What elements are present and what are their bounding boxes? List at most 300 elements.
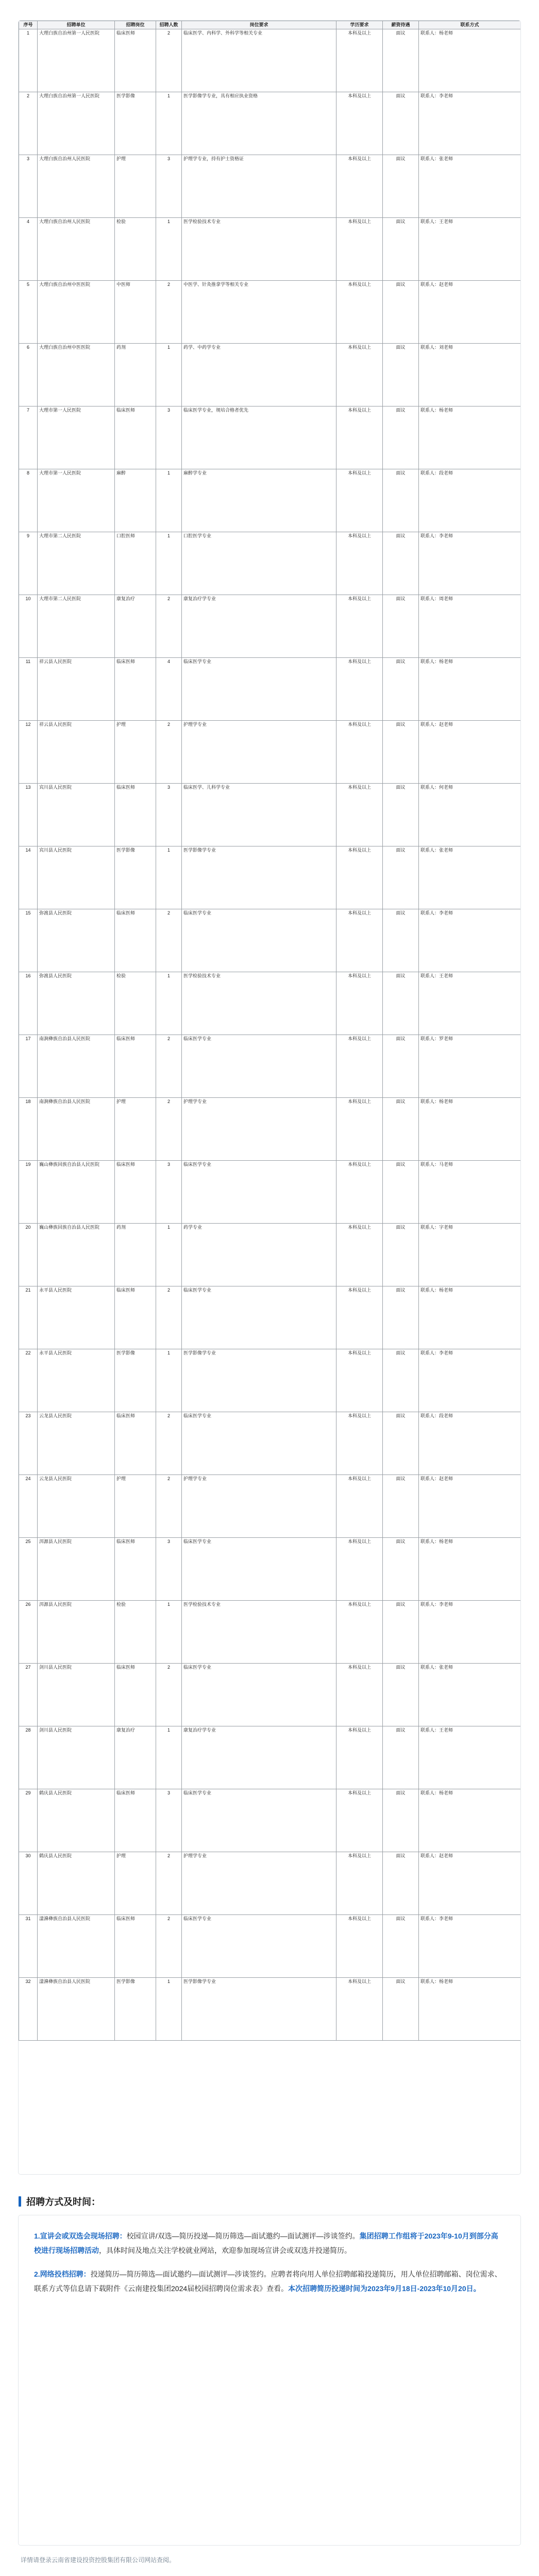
- table-cell-contact: 联系人：杨老师: [419, 658, 521, 721]
- table-cell-edu: 本科及以上: [336, 1349, 383, 1412]
- table-cell-unit: 南涧彝族自治县人民医院: [38, 1098, 115, 1161]
- table-cell-no: 6: [19, 344, 38, 406]
- table-cell-unit: 宾川县人民医院: [38, 846, 115, 909]
- table-cell-count: 2: [156, 1852, 182, 1915]
- table-cell-contact: 联系人：杨老师: [419, 1538, 521, 1601]
- table-cell-no: 12: [19, 721, 38, 784]
- table-cell-pay: 面议: [383, 344, 419, 406]
- table-cell-post: 护理: [115, 1475, 156, 1538]
- table-cell-contact: 联系人：杨老师: [419, 406, 521, 469]
- table-cell-count: 3: [156, 155, 182, 218]
- table-cell-no: 7: [19, 406, 38, 469]
- table-cell-req: 临床医学专业: [182, 658, 336, 721]
- table-row: [19, 218, 521, 281]
- table-cell-unit: 祥云县人民医院: [38, 721, 115, 784]
- table-cell-req: 医学检验技术专业: [182, 218, 336, 281]
- table-cell-count: 1: [156, 532, 182, 595]
- table-cell-unit: 鹤庆县人民医院: [38, 1789, 115, 1852]
- table-cell-count: 2: [156, 1664, 182, 1726]
- table-row: [19, 344, 521, 406]
- table-cell-unit: 大理白族自治州第一人民医院: [38, 29, 115, 92]
- table-cell-pay: 面议: [383, 1538, 419, 1601]
- table-row: [19, 155, 521, 218]
- table-cell-count: 2: [156, 1035, 182, 1098]
- table-cell-edu: 本科及以上: [336, 1915, 383, 1978]
- table-row: [19, 469, 521, 532]
- recruit-col-header: 薪资待遇: [383, 21, 419, 29]
- details-note: 详情请登录云南省建设投资控股集团有限公司网站查阅。: [21, 2556, 176, 2564]
- recruit-col-header: 联系方式: [419, 21, 521, 29]
- table-cell-req: 临床医学专业: [182, 1286, 336, 1349]
- table-cell-post: 临床医师: [115, 1664, 156, 1726]
- method-item-2: [34, 2267, 505, 2296]
- table-cell-count: 1: [156, 846, 182, 909]
- table-cell-unit: 弥渡县人民医院: [38, 909, 115, 972]
- table-cell-edu: 本科及以上: [336, 1664, 383, 1726]
- table-cell-unit: 弥渡县人民医院: [38, 972, 115, 1035]
- table-row: [19, 29, 521, 92]
- recruit-col-header: 学历要求: [336, 21, 383, 29]
- methods-title: 招聘方式及时间：: [26, 2197, 100, 2207]
- table-cell-unit: 鹤庆县人民医院: [38, 1852, 115, 1915]
- table-cell-edu: 本科及以上: [336, 1161, 383, 1224]
- recruit-col-header: 岗位要求: [182, 21, 336, 29]
- table-cell-pay: 面议: [383, 218, 419, 281]
- table-cell-no: 4: [19, 218, 38, 281]
- table-cell-req: 临床医学专业: [182, 1789, 336, 1852]
- table-cell-req: 医学影像学专业: [182, 1349, 336, 1412]
- table-cell-contact: 联系人：张老师: [419, 1664, 521, 1726]
- table-row: [19, 1098, 521, 1161]
- table-cell-no: 11: [19, 658, 38, 721]
- table-cell-unit: 永平县人民医院: [38, 1349, 115, 1412]
- table-cell-post: 临床医师: [115, 909, 156, 972]
- table-cell-edu: 本科及以上: [336, 1035, 383, 1098]
- table-cell-pay: 面议: [383, 1978, 419, 2041]
- table-cell-count: 2: [156, 595, 182, 658]
- table-cell-contact: 联系人：李老师: [419, 1601, 521, 1664]
- table-cell-unit: 永平县人民医院: [38, 1286, 115, 1349]
- table-cell-pay: 面议: [383, 29, 419, 92]
- table-cell-no: 32: [19, 1978, 38, 2041]
- table-row: [19, 1852, 521, 1915]
- table-cell-count: 2: [156, 721, 182, 784]
- table-cell-unit: 巍山彝族回族自治县人民医院: [38, 1161, 115, 1224]
- table-cell-edu: 本科及以上: [336, 1412, 383, 1475]
- table-cell-unit: 云龙县人民医院: [38, 1475, 115, 1538]
- table-cell-unit: 漾濞彝族自治县人民医院: [38, 1915, 115, 1978]
- recruit-col-header: 招聘单位: [38, 21, 115, 29]
- table-cell-contact: 联系人：杨老师: [419, 1978, 521, 2041]
- table-cell-contact: 联系人：李老师: [419, 92, 521, 155]
- table-cell-contact: 联系人：王老师: [419, 972, 521, 1035]
- table-cell-no: 8: [19, 469, 38, 532]
- table-cell-no: 16: [19, 972, 38, 1035]
- table-cell-contact: 联系人：李老师: [419, 1349, 521, 1412]
- recruit-table-body: [19, 29, 521, 2041]
- table-cell-contact: 联系人：张老师: [419, 846, 521, 909]
- table-cell-edu: 本科及以上: [336, 155, 383, 218]
- table-cell-req: 临床医学、儿科学专业: [182, 784, 336, 846]
- table-cell-post: 医学影像: [115, 1349, 156, 1412]
- table-row: [19, 595, 521, 658]
- table-cell-edu: 本科及以上: [336, 846, 383, 909]
- table-cell-req: 康复治疗学专业: [182, 595, 336, 658]
- table-cell-pay: 面议: [383, 1601, 419, 1664]
- table-row: [19, 1286, 521, 1349]
- table-cell-req: 麻醉学专业: [182, 469, 336, 532]
- table-cell-edu: 本科及以上: [336, 658, 383, 721]
- table-row: [19, 1789, 521, 1852]
- table-cell-pay: 面议: [383, 1224, 419, 1286]
- table-row: [19, 1035, 521, 1098]
- table-cell-post: 临床医师: [115, 29, 156, 92]
- table-cell-post: 中医师: [115, 281, 156, 344]
- table-cell-req: 护理学专业: [182, 1098, 336, 1161]
- table-cell-count: 1: [156, 1726, 182, 1789]
- table-cell-no: 5: [19, 281, 38, 344]
- table-cell-pay: 面议: [383, 1286, 419, 1349]
- method-2-lead: 2.网络投档招聘：: [34, 2270, 91, 2278]
- table-cell-req: 护理学专业: [182, 721, 336, 784]
- table-row: [19, 1538, 521, 1601]
- table-cell-post: 医学影像: [115, 92, 156, 155]
- table-cell-pay: 面议: [383, 1035, 419, 1098]
- table-cell-edu: 本科及以上: [336, 972, 383, 1035]
- table-cell-post: 康复治疗: [115, 1726, 156, 1789]
- table-cell-unit: 大理市第一人民医院: [38, 406, 115, 469]
- table-cell-contact: 联系人：张老师: [419, 155, 521, 218]
- table-cell-edu: 本科及以上: [336, 1475, 383, 1538]
- table-cell-count: 1: [156, 1224, 182, 1286]
- table-cell-post: 检验: [115, 1601, 156, 1664]
- table-cell-count: 1: [156, 972, 182, 1035]
- table-cell-edu: 本科及以上: [336, 281, 383, 344]
- table-cell-no: 26: [19, 1601, 38, 1664]
- table-cell-req: 药学专业: [182, 1224, 336, 1286]
- table-cell-req: 临床医学专业: [182, 1035, 336, 1098]
- table-cell-count: 4: [156, 658, 182, 721]
- table-cell-contact: 联系人：杨老师: [419, 1789, 521, 1852]
- table-cell-count: 2: [156, 1412, 182, 1475]
- table-cell-req: 临床医学专业: [182, 1412, 336, 1475]
- table-cell-req: 临床医学专业: [182, 1664, 336, 1726]
- table-cell-req: 医学检验技术专业: [182, 1601, 336, 1664]
- table-cell-contact: 联系人：字老师: [419, 1224, 521, 1286]
- recruit-table-header-row: [19, 21, 521, 29]
- table-cell-edu: 本科及以上: [336, 1852, 383, 1915]
- table-row: [19, 1224, 521, 1286]
- table-cell-no: 31: [19, 1915, 38, 1978]
- table-row: [19, 1412, 521, 1475]
- table-cell-pay: 面议: [383, 92, 419, 155]
- table-cell-req: 临床医学专业: [182, 909, 336, 972]
- table-cell-no: 3: [19, 155, 38, 218]
- table-cell-count: 1: [156, 218, 182, 281]
- table-row: [19, 1349, 521, 1412]
- table-cell-pay: 面议: [383, 1726, 419, 1789]
- recruit-table-card: [19, 21, 520, 2174]
- table-cell-contact: 联系人：段老师: [419, 1412, 521, 1475]
- table-cell-edu: 本科及以上: [336, 721, 383, 784]
- table-row: [19, 281, 521, 344]
- table-cell-unit: 大理市第二人民医院: [38, 595, 115, 658]
- table-cell-req: 康复治疗学专业: [182, 1726, 336, 1789]
- table-cell-unit: 宾川县人民医院: [38, 784, 115, 846]
- table-cell-unit: 南涧彝族自治县人民医院: [38, 1035, 115, 1098]
- table-cell-count: 2: [156, 1915, 182, 1978]
- table-cell-post: 医学影像: [115, 846, 156, 909]
- table-cell-no: 2: [19, 92, 38, 155]
- table-cell-edu: 本科及以上: [336, 1789, 383, 1852]
- recruit-col-header: 招聘人数: [156, 21, 182, 29]
- table-cell-count: 1: [156, 1349, 182, 1412]
- table-row: [19, 1726, 521, 1789]
- recruit-table: [19, 21, 520, 2041]
- table-cell-edu: 本科及以上: [336, 1098, 383, 1161]
- table-cell-no: 17: [19, 1035, 38, 1098]
- table-cell-count: 3: [156, 1161, 182, 1224]
- table-cell-no: 22: [19, 1349, 38, 1412]
- table-cell-edu: 本科及以上: [336, 218, 383, 281]
- table-cell-no: 9: [19, 532, 38, 595]
- table-row: [19, 846, 521, 909]
- table-cell-no: 15: [19, 909, 38, 972]
- table-cell-no: 23: [19, 1412, 38, 1475]
- table-cell-edu: 本科及以上: [336, 1224, 383, 1286]
- table-cell-count: 2: [156, 1098, 182, 1161]
- table-cell-pay: 面议: [383, 1852, 419, 1915]
- table-cell-req: 药学、中药学专业: [182, 344, 336, 406]
- table-row: [19, 658, 521, 721]
- table-cell-contact: 联系人：杨老师: [419, 1098, 521, 1161]
- table-cell-post: 口腔医师: [115, 532, 156, 595]
- table-cell-unit: 巍山彝族回族自治县人民医院: [38, 1224, 115, 1286]
- table-cell-count: 2: [156, 1475, 182, 1538]
- table-cell-req: 护理学专业: [182, 1475, 336, 1538]
- table-cell-unit: 大理市第一人民医院: [38, 469, 115, 532]
- table-cell-unit: 漾濞彝族自治县人民医院: [38, 1978, 115, 2041]
- table-cell-no: 13: [19, 784, 38, 846]
- method-2-highlight: 本次招聘简历投递时间为2023年9月18日-2023年10月20日。: [288, 2284, 481, 2293]
- table-row: [19, 721, 521, 784]
- table-cell-no: 27: [19, 1664, 38, 1726]
- recruit-col-header: 序号: [19, 21, 38, 29]
- table-cell-contact: 联系人：李老师: [419, 909, 521, 972]
- table-cell-no: 21: [19, 1286, 38, 1349]
- table-row: [19, 532, 521, 595]
- table-cell-no: 28: [19, 1726, 38, 1789]
- table-cell-post: 临床医师: [115, 1161, 156, 1224]
- table-cell-no: 30: [19, 1852, 38, 1915]
- table-cell-contact: 联系人：赵老师: [419, 721, 521, 784]
- table-cell-pay: 面议: [383, 784, 419, 846]
- table-cell-post: 麻醉: [115, 469, 156, 532]
- table-cell-no: 29: [19, 1789, 38, 1852]
- table-cell-post: 药剂: [115, 1224, 156, 1286]
- table-cell-no: 10: [19, 595, 38, 658]
- table-cell-post: 临床医师: [115, 1286, 156, 1349]
- table-cell-pay: 面议: [383, 406, 419, 469]
- table-cell-post: 护理: [115, 1852, 156, 1915]
- table-cell-unit: 洱源县人民医院: [38, 1538, 115, 1601]
- table-cell-count: 2: [156, 1286, 182, 1349]
- table-cell-post: 临床医师: [115, 1412, 156, 1475]
- table-cell-edu: 本科及以上: [336, 469, 383, 532]
- table-cell-unit: 大理白族自治州中医医院: [38, 344, 115, 406]
- table-row: [19, 909, 521, 972]
- table-cell-no: 25: [19, 1538, 38, 1601]
- table-cell-contact: 联系人：段老师: [419, 469, 521, 532]
- table-cell-unit: 剑川县人民医院: [38, 1664, 115, 1726]
- table-cell-edu: 本科及以上: [336, 784, 383, 846]
- table-cell-pay: 面议: [383, 1475, 419, 1538]
- table-cell-unit: 大理市第二人民医院: [38, 532, 115, 595]
- table-cell-pay: 面议: [383, 281, 419, 344]
- method-item-1: [34, 2229, 505, 2258]
- table-cell-count: 2: [156, 281, 182, 344]
- table-cell-req: 临床医学专业，规培合格者优先: [182, 406, 336, 469]
- table-cell-unit: 大理白族自治州中医医院: [38, 281, 115, 344]
- table-row: [19, 92, 521, 155]
- method-1-text: 校园宣讲/双选—简历投递—简历筛选—面试邀约—面试测评—涉谈签约。: [126, 2232, 360, 2240]
- method-1-tail: ，具体时间及地点关注学校就业网站，欢迎参加现场宣讲会或双选并投递简历。: [99, 2246, 351, 2255]
- table-cell-post: 药剂: [115, 344, 156, 406]
- table-cell-req: 临床医学、内科学、外科学等相关专业: [182, 29, 336, 92]
- table-cell-pay: 面议: [383, 909, 419, 972]
- table-row: [19, 784, 521, 846]
- table-cell-pay: 面议: [383, 1664, 419, 1726]
- table-cell-pay: 面议: [383, 1349, 419, 1412]
- table-cell-edu: 本科及以上: [336, 909, 383, 972]
- table-cell-post: 检验: [115, 972, 156, 1035]
- table-row: [19, 1978, 521, 2041]
- table-cell-contact: 联系人：马老师: [419, 1161, 521, 1224]
- table-cell-edu: 本科及以上: [336, 29, 383, 92]
- table-cell-post: 护理: [115, 155, 156, 218]
- table-cell-contact: 联系人：李老师: [419, 1915, 521, 1978]
- table-cell-pay: 面议: [383, 721, 419, 784]
- table-cell-contact: 联系人：罗老师: [419, 1035, 521, 1098]
- table-cell-pay: 面议: [383, 846, 419, 909]
- table-cell-contact: 联系人：王老师: [419, 1726, 521, 1789]
- methods-card: [19, 2215, 520, 2545]
- table-cell-no: 20: [19, 1224, 38, 1286]
- table-cell-req: 临床医学专业: [182, 1915, 336, 1978]
- table-cell-post: 临床医师: [115, 1789, 156, 1852]
- table-row: [19, 1915, 521, 1978]
- table-cell-count: 1: [156, 344, 182, 406]
- table-cell-pay: 面议: [383, 658, 419, 721]
- method-1-highlight: 集团招聘工作组将于2023年9-10月到部分高校进行现场招聘活动: [34, 2232, 498, 2255]
- table-cell-count: 1: [156, 1978, 182, 2041]
- table-cell-unit: 洱源县人民医院: [38, 1601, 115, 1664]
- table-cell-pay: 面议: [383, 1789, 419, 1852]
- table-cell-req: 中医学、针灸推拿学等相关专业: [182, 281, 336, 344]
- table-row: [19, 1601, 521, 1664]
- table-cell-count: 1: [156, 469, 182, 532]
- table-cell-req: 医学影像学专业: [182, 1978, 336, 2041]
- table-cell-req: 医学影像学专业: [182, 846, 336, 909]
- table-cell-contact: 联系人：周老师: [419, 595, 521, 658]
- table-cell-post: 临床医师: [115, 1035, 156, 1098]
- table-cell-edu: 本科及以上: [336, 1538, 383, 1601]
- table-cell-post: 临床医师: [115, 1538, 156, 1601]
- table-cell-pay: 面议: [383, 1915, 419, 1978]
- table-cell-count: 3: [156, 784, 182, 846]
- table-cell-req: 医学影像学专业，具有相应执业资格: [182, 92, 336, 155]
- table-cell-post: 检验: [115, 218, 156, 281]
- table-cell-post: 临床医师: [115, 1915, 156, 1978]
- table-cell-unit: 大理白族自治州人民医院: [38, 155, 115, 218]
- table-cell-count: 3: [156, 406, 182, 469]
- table-cell-contact: 联系人：刘老师: [419, 344, 521, 406]
- table-cell-edu: 本科及以上: [336, 344, 383, 406]
- table-cell-pay: 面议: [383, 972, 419, 1035]
- table-cell-unit: 大理白族自治州人民医院: [38, 218, 115, 281]
- table-cell-count: 3: [156, 1789, 182, 1852]
- table-cell-pay: 面议: [383, 469, 419, 532]
- table-cell-pay: 面议: [383, 532, 419, 595]
- table-row: [19, 1475, 521, 1538]
- table-cell-post: 护理: [115, 721, 156, 784]
- heading-accent-bar: [19, 2196, 21, 2207]
- table-row: [19, 1664, 521, 1726]
- table-cell-edu: 本科及以上: [336, 1601, 383, 1664]
- table-cell-contact: 联系人：杨老师: [419, 29, 521, 92]
- table-cell-req: 口腔医学专业: [182, 532, 336, 595]
- table-cell-edu: 本科及以上: [336, 595, 383, 658]
- table-cell-edu: 本科及以上: [336, 92, 383, 155]
- table-cell-req: 临床医学专业: [182, 1161, 336, 1224]
- table-cell-contact: 联系人：赵老师: [419, 1852, 521, 1915]
- table-cell-count: 3: [156, 1538, 182, 1601]
- table-cell-count: 1: [156, 1601, 182, 1664]
- table-cell-req: 护理学专业，持有护士资格证: [182, 155, 336, 218]
- table-cell-unit: 剑川县人民医院: [38, 1726, 115, 1789]
- table-cell-post: 护理: [115, 1098, 156, 1161]
- table-cell-edu: 本科及以上: [336, 1726, 383, 1789]
- table-cell-count: 2: [156, 29, 182, 92]
- table-cell-edu: 本科及以上: [336, 1978, 383, 2041]
- methods-heading: [19, 2195, 100, 2208]
- table-cell-no: 24: [19, 1475, 38, 1538]
- table-row: [19, 1161, 521, 1224]
- table-cell-no: 1: [19, 29, 38, 92]
- table-cell-pay: 面议: [383, 1098, 419, 1161]
- table-cell-no: 18: [19, 1098, 38, 1161]
- table-cell-edu: 本科及以上: [336, 532, 383, 595]
- table-cell-contact: 联系人：王老师: [419, 218, 521, 281]
- table-cell-contact: 联系人：何老师: [419, 784, 521, 846]
- method-1-lead: 1.宣讲会或双选会现场招聘：: [34, 2232, 127, 2240]
- table-cell-edu: 本科及以上: [336, 1286, 383, 1349]
- table-cell-unit: 大理白族自治州第一人民医院: [38, 92, 115, 155]
- table-cell-contact: 联系人：赵老师: [419, 1475, 521, 1538]
- table-cell-unit: 云龙县人民医院: [38, 1412, 115, 1475]
- method-2-text: 投递简历—简历筛选—面试邀约—面试测评—涉谈签约。应聘者将向用人单位招聘邮箱投递简历，用人单位招聘邮箱、岗位需求、联系方式等信息请下载附件《云南建投集团2024届校园招聘岗位需求表》查看。: [34, 2270, 502, 2293]
- table-cell-unit: 祥云县人民医院: [38, 658, 115, 721]
- table-cell-post: 临床医师: [115, 406, 156, 469]
- table-cell-pay: 面议: [383, 155, 419, 218]
- table-cell-post: 临床医师: [115, 784, 156, 846]
- table-cell-post: 康复治疗: [115, 595, 156, 658]
- table-cell-contact: 联系人：李老师: [419, 532, 521, 595]
- table-cell-edu: 本科及以上: [336, 406, 383, 469]
- table-row: [19, 972, 521, 1035]
- table-cell-no: 19: [19, 1161, 38, 1224]
- recruit-col-header: 招聘岗位: [115, 21, 156, 29]
